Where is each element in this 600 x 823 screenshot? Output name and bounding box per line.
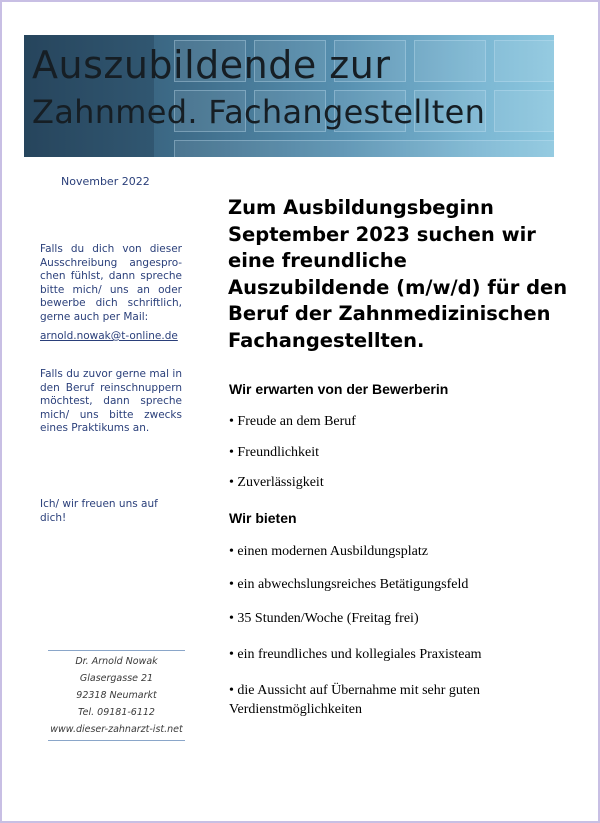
banner-title-line1: Auszubildende zur: [32, 43, 391, 87]
expect-item: • Freundlichkeit: [229, 445, 320, 460]
offer-item: • ein freundliches und kollegiales Praxisteam: [229, 647, 482, 662]
date: November 2022: [61, 175, 150, 188]
contact-block: [48, 650, 185, 741]
header-banner: [24, 35, 554, 157]
closing-text: Ich/ wir freuen uns auf dich!: [40, 498, 158, 524]
offer-item: • 35 Stunden/Woche (Freitag frei): [229, 611, 419, 626]
contact-name: Dr. Arnold Nowak: [75, 656, 158, 667]
contact-street: Glasergasse 21: [79, 673, 154, 684]
contact-city: 92318 Neumarkt: [76, 690, 157, 701]
contact-phone: Tel. 09181-6112: [78, 707, 155, 718]
expect-item: • Freude an dem Beruf: [229, 414, 356, 429]
internship-text: Falls du zuvor gerne mal in den Beruf reinschnuppern möchtest, dann spreche mich/ uns bitte zwecks eines Praktikums an.: [40, 368, 182, 434]
banner-title-line2: Zahnmed. Fachangestellten: [32, 93, 486, 131]
offer-item: • die Aussicht auf Übernahme mit sehr guten Verdienstmöglichkeiten: [229, 683, 481, 717]
offer-title: Wir bieten: [229, 510, 297, 526]
apply-text: Falls du dich von dieser Ausschreibung angesprochen fühlst, dann spreche bitte mich/ uns an oder bewerbe dich schriftlich, gerne auch per Mail:: [40, 243, 182, 323]
offer-item: • einen modernen Ausbildungsplatz: [229, 544, 428, 559]
expect-item: • Zuverlässigkeit: [229, 475, 324, 490]
email-link[interactable]: arnold.nowak@t-online.de: [40, 330, 178, 342]
contact-web[interactable]: www.dieser-zahnarzt-ist.net: [50, 724, 183, 735]
offer-item: • ein abwechslungsreiches Betätigungsfeld: [229, 577, 469, 592]
job-headline: Zum Ausbildungsbeginn September 2023 suchen wir eine freundliche Auszubildende (m/w/d) für den Beruf der Zahnmedizinischen Fachangestellten.: [228, 196, 568, 352]
expect-title: Wir erwarten von der Bewerberin: [229, 381, 449, 397]
